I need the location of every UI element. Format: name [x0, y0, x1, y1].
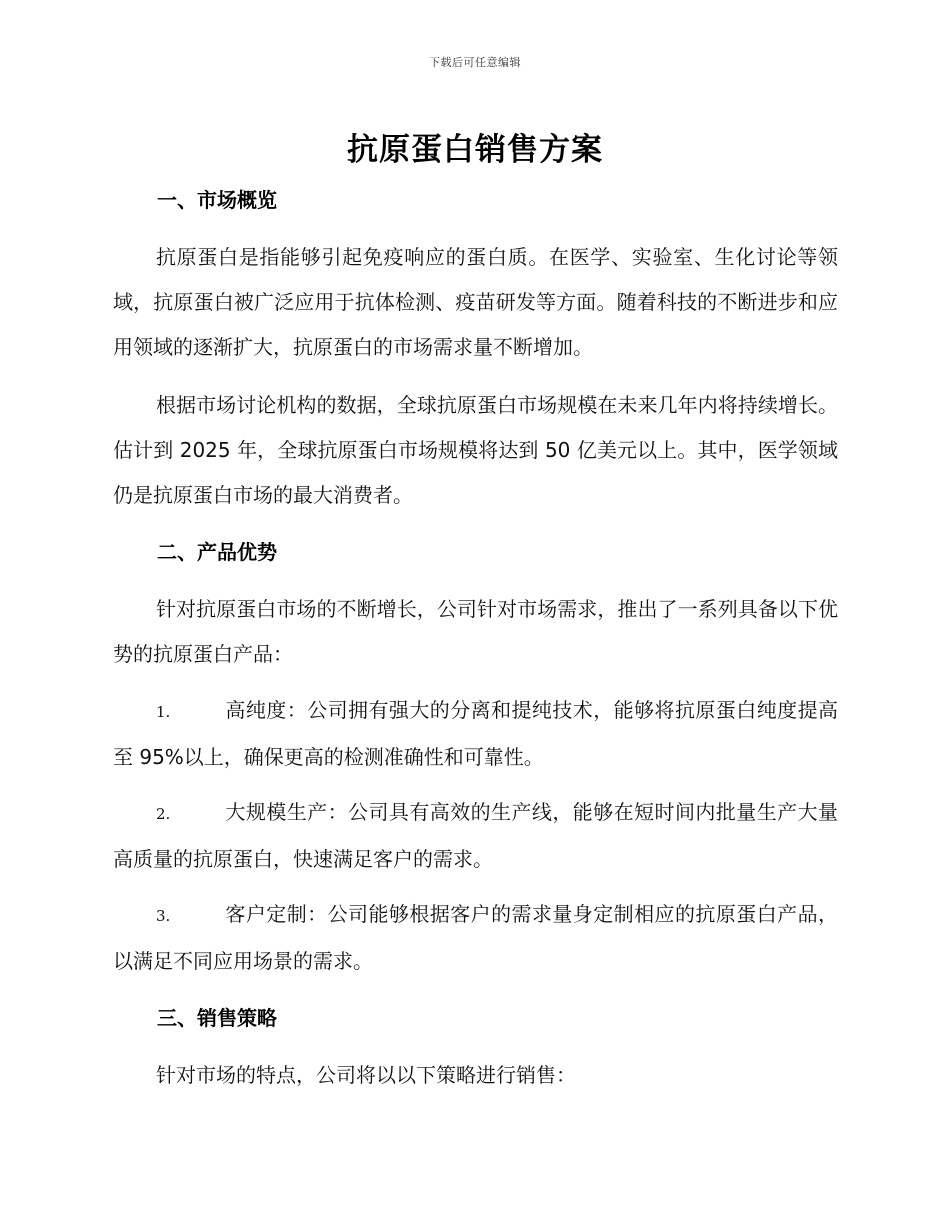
- paragraph-market-data: 根据市场讨论机构的数据，全球抗原蛋白市场规模在未来几年内将持续增长。估计到 2025 年，全球抗原蛋白市场规模将达到 50 亿美元以上。其中，医学领域仍是抗原蛋白市场的最大消费者。: [113, 393, 838, 507]
- list-item-number: 1.: [156, 703, 171, 721]
- list-item-text: 客户定制：公司能够根据客户的需求量身定制相应的抗原蛋白产品，以满足不同应用场景的需求。: [113, 902, 838, 973]
- document-title: 抗原蛋白销售方案: [347, 132, 603, 168]
- list-item-number: 3.: [156, 907, 171, 925]
- list-item: [113, 892, 838, 984]
- list-item: [113, 790, 838, 882]
- paragraph-product-intro: 针对抗原蛋白市场的不断增长，公司针对市场需求，推出了一系列具备以下优势的抗原蛋白产品：: [113, 597, 838, 666]
- section-heading-sales-strategy: 三、销售策略: [157, 1006, 277, 1030]
- list-item-text: 高纯度：公司拥有强大的分离和提纯技术，能够将抗原蛋白纯度提高至 95%以上，确保更高的检测准确性和可靠性。: [113, 698, 838, 769]
- section-heading-product-advantages: 二、产品优势: [157, 540, 277, 564]
- paragraph-sales-intro: 针对市场的特点，公司将以以下策略进行销售：: [156, 1063, 576, 1087]
- header-note: 下载后可任意编辑: [429, 56, 521, 69]
- list-item-number: 2.: [156, 805, 171, 823]
- list-item: [113, 688, 838, 780]
- section-heading-market-overview: 一、市场概览: [157, 188, 277, 212]
- paragraph-market-intro: 抗原蛋白是指能够引起免疫响应的蛋白质。在医学、实验室、生化讨论等领域，抗原蛋白被广泛应用于抗体检测、疫苗研发等方面。随着科技的不断进步和应用领域的逐渐扩大，抗原蛋白的市场需求量不断增加。: [113, 245, 838, 359]
- list-item-text: 大规模生产：公司具有高效的生产线，能够在短时间内批量生产大量高质量的抗原蛋白，快速满足客户的需求。: [113, 800, 838, 871]
